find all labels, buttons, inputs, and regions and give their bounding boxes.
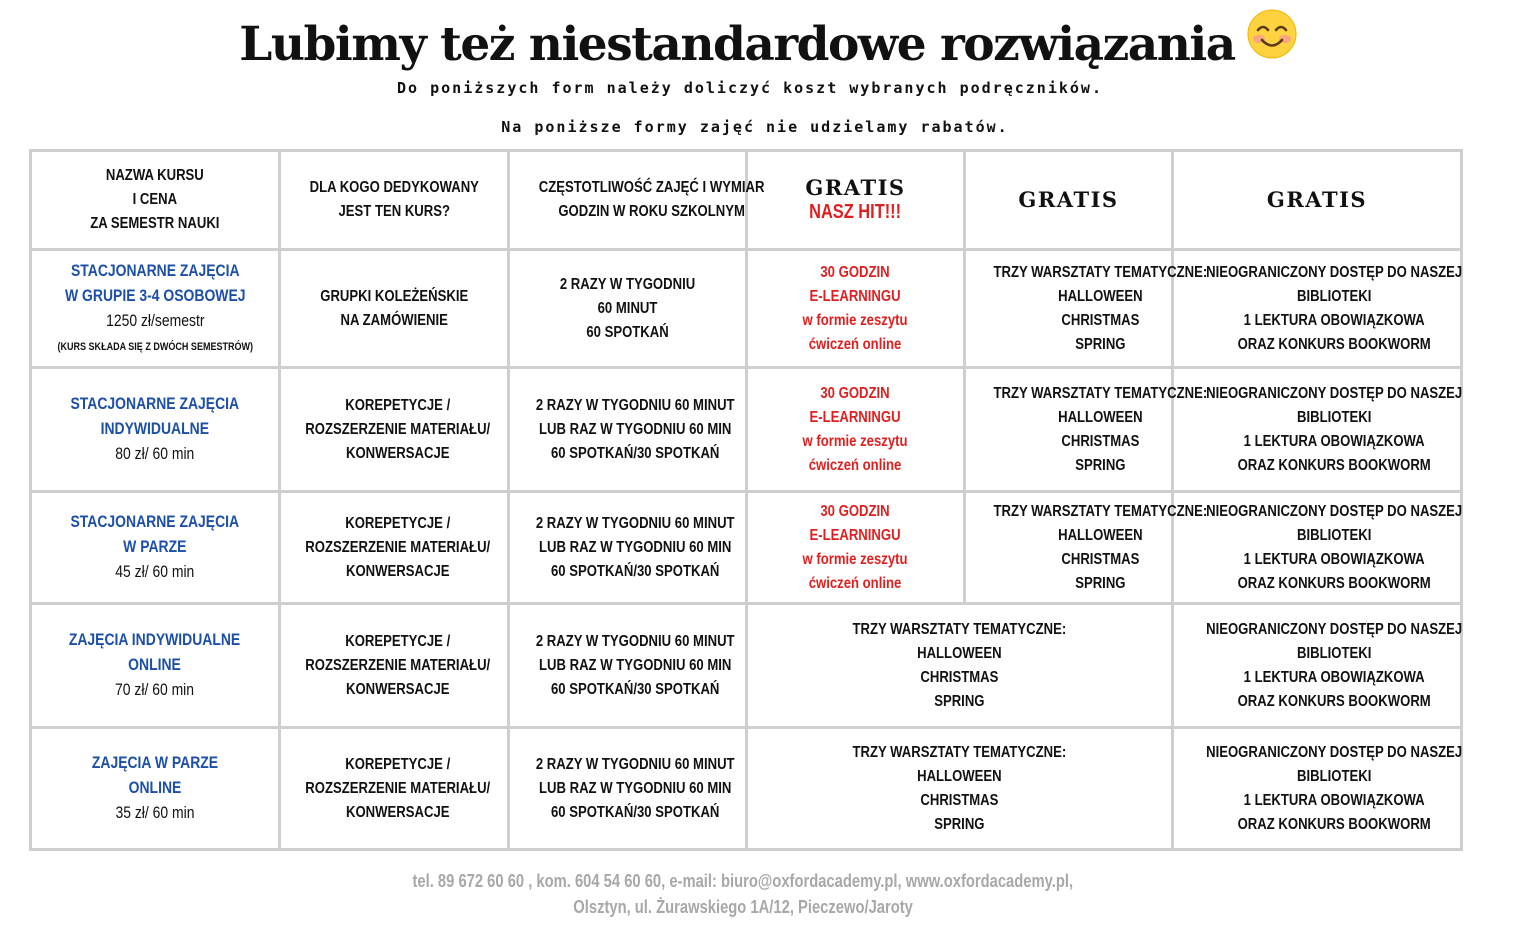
table-row [31,492,1462,604]
audience-cell: KOREPETYCJE / ROZSZERZENIE MATERIAŁU/ KONWERSACJE [280,604,509,728]
workshops-cell: TRZY WARSZTATY TEMATYCZNE: HALLOWEEN CHRISTMAS SPRING [965,250,1173,368]
workshops-cell: TRZY WARSZTATY TEMATYCZNE: HALLOWEEN CHRISTMAS SPRING [965,492,1173,604]
audience-cell: KOREPETYCJE / ROZSZERZENIE MATERIAŁU/ KONWERSACJE [280,728,509,850]
workshops-cell: TRZY WARSZTATY TEMATYCZNE: HALLOWEEN CHRISTMAS SPRING [747,604,1173,728]
header-frequency: CZĘSTOTLIWOŚĆ ZAJĘĆ I WYMIAR GODZIN W ROKU SZKOLNYM [509,151,747,250]
smiling-face-emoji-icon [1247,9,1297,75]
table-row [31,604,1462,728]
library-cell: NIEOGRANICZONY DOSTĘP DO NASZEJ BIBLIOTEKI 1 LEKTURA OBOWIĄZKOWA ORAZ KONKURS BOOKWORM [1173,492,1462,604]
header-gratis-elearning: GRATIS NASZ HIT!!! [747,151,965,250]
course-name-cell: STACJONARNE ZAJĘCIA INDYWIDUALNE 80 zł/ 60 min [31,368,280,492]
library-cell: NIEOGRANICZONY DOSTĘP DO NASZEJ BIBLIOTEKI 1 LEKTURA OBOWIĄZKOWA ORAZ KONKURS BOOKWORM [1173,250,1462,368]
workshops-cell: TRZY WARSZTATY TEMATYCZNE: HALLOWEEN CHRISTMAS SPRING [747,728,1173,850]
library-cell: NIEOGRANICZONY DOSTĘP DO NASZEJ BIBLIOTEKI 1 LEKTURA OBOWIĄZKOWA ORAZ KONKURS BOOKWORM [1173,368,1462,492]
page-title [0,14,1536,81]
library-cell: NIEOGRANICZONY DOSTĘP DO NASZEJ BIBLIOTEKI 1 LEKTURA OBOWIĄZKOWA ORAZ KONKURS BOOKWORM [1173,728,1462,850]
elearning-cell: 30 GODZIN E-LEARNINGU w formie zeszytu ćwiczeń online [747,250,965,368]
frequency-cell: 2 RAZY W TYGODNIU 60 MINUT 60 SPOTKAŃ [509,250,747,368]
course-offer-table [29,149,1463,851]
table-header-row [31,151,1462,250]
frequency-cell: 2 RAZY W TYGODNIU 60 MINUT LUB RAZ W TYGODNIU 60 MIN 60 SPOTKAŃ/30 SPOTKAŃ [509,604,747,728]
header-audience: DLA KOGO DEDYKOWANY JEST TEN KURS? [280,151,509,250]
course-name-cell: ZAJĘCIA INDYWIDUALNE ONLINE 70 zł/ 60 min [31,604,280,728]
table-row [31,368,1462,492]
course-name-cell: STACJONARNE ZAJĘCIA W PARZE 45 zł/ 60 min [31,492,280,604]
library-cell: NIEOGRANICZONY DOSTĘP DO NASZEJ BIBLIOTEKI 1 LEKTURA OBOWIĄZKOWA ORAZ KONKURS BOOKWORM [1173,604,1462,728]
elearning-cell: 30 GODZIN E-LEARNINGU w formie zeszytu ćwiczeń online [747,368,965,492]
elearning-cell: 30 GODZIN E-LEARNINGU w formie zeszytu ćwiczeń online [747,492,965,604]
audience-cell: GRUPKI KOLEŻEŃSKIE NA ZAMÓWIENIE [280,250,509,368]
audience-cell: KOREPETYCJE / ROZSZERZENIE MATERIAŁU/ KONWERSACJE [280,368,509,492]
subtitle-textbooks-note: Do poniższych form należy doliczyć koszt wybranych podręczników. [397,79,1103,97]
course-name-cell: STACJONARNE ZAJĘCIA W GRUPIE 3-4 OSOBOWEJ 1250 zł/semestr (KURS SKŁADA SIĘ Z DWÓCH SEMESTRÓW) [31,250,280,368]
audience-cell: KOREPETYCJE / ROZSZERZENIE MATERIAŁU/ KONWERSACJE [280,492,509,604]
page-title-text: Lubimy też niestandardowe rozwiązania [239,17,1235,72]
frequency-cell: 2 RAZY W TYGODNIU 60 MINUT LUB RAZ W TYGODNIU 60 MIN 60 SPOTKAŃ/30 SPOTKAŃ [509,728,747,850]
footer-address-line: Olsztyn, ul. Żurawskiego 1A/12, Pieczewo/Jaroty [573,897,913,917]
header-gratis-library: GRATIS [1173,151,1462,250]
header-course-name: NAZWA KURSU I CENA ZA SEMESTR NAUKI [31,151,280,250]
frequency-cell: 2 RAZY W TYGODNIU 60 MINUT LUB RAZ W TYGODNIU 60 MIN 60 SPOTKAŃ/30 SPOTKAŃ [509,368,747,492]
table-row [31,728,1462,850]
header-gratis-workshops: GRATIS [965,151,1173,250]
course-name-cell: ZAJĘCIA W PARZE ONLINE 35 zł/ 60 min [31,728,280,850]
table-row [31,250,1462,368]
contact-footer [0,868,1486,920]
frequency-cell: 2 RAZY W TYGODNIU 60 MINUT LUB RAZ W TYGODNIU 60 MIN 60 SPOTKAŃ/30 SPOTKAŃ [509,492,747,604]
subtitle-no-discount-note: Na poniższe formy zajęć nie udzielamy rabatów. [501,118,1009,136]
workshops-cell: TRZY WARSZTATY TEMATYCZNE: HALLOWEEN CHRISTMAS SPRING [965,368,1173,492]
footer-contact-line: tel. 89 672 60 60 , kom. 604 54 60 60, e-mail: biuro@oxfordacademy.pl, www.oxfordacademy.pl, [412,871,1074,891]
